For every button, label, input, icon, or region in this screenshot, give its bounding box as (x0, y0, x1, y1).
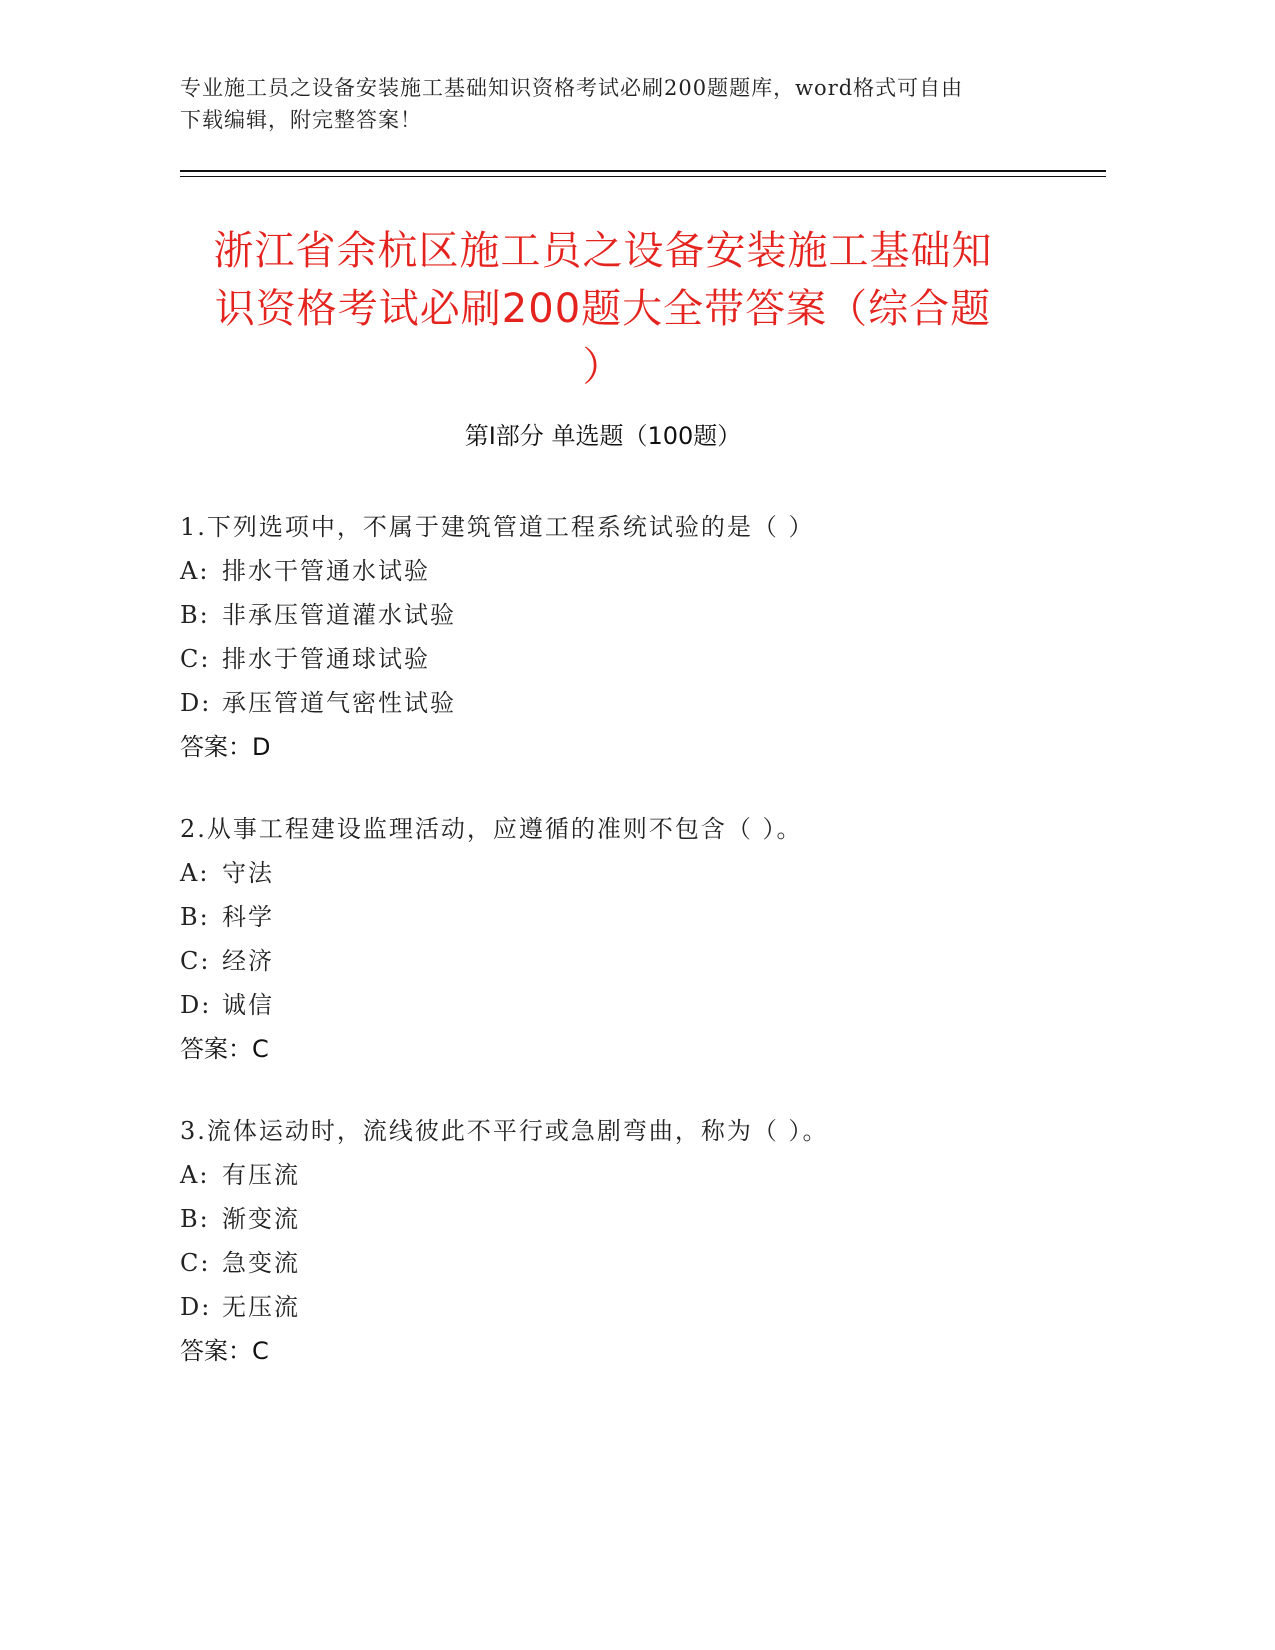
question-list (180, 505, 1080, 1411)
option-a (180, 549, 1080, 593)
option-text: 排水干管通水试验 (222, 557, 430, 585)
header-divider-thick (180, 170, 1106, 172)
option-b (180, 1197, 1080, 1241)
answer: 答案：C (180, 1035, 269, 1063)
option-key: D: (180, 1293, 212, 1321)
option-text: 科学 (222, 903, 274, 931)
question-stem: 2.从事工程建设监理活动，应遵循的准则不包含（ ）。 (180, 815, 803, 843)
answer: 答案：D (180, 733, 271, 761)
option-text: 有压流 (222, 1161, 300, 1189)
option-c (180, 1241, 1080, 1285)
document-title-line-2: 识资格考试必刷200题大全带答案（综合题 (214, 286, 992, 332)
option-key: B: (180, 1205, 210, 1233)
option-c (180, 637, 1080, 681)
option-key: A: (180, 859, 210, 887)
header-note-line-1: 专业施工员之设备安装施工基础知识资格考试必刷200题题库，word格式可自由 (180, 76, 964, 100)
option-text: 渐变流 (222, 1205, 300, 1233)
option-key: B: (180, 903, 210, 931)
option-d (180, 681, 1080, 725)
header-note-line-2: 下载编辑，附完整答案！ (180, 108, 422, 132)
option-d (180, 983, 1080, 1027)
header-note (180, 72, 1050, 136)
question-3 (180, 1109, 1080, 1373)
option-d (180, 1285, 1080, 1329)
option-text: 非承压管道灌水试验 (222, 601, 456, 629)
option-key: C: (180, 645, 211, 673)
option-a (180, 851, 1080, 895)
option-key: A: (180, 557, 210, 585)
option-text: 急变流 (222, 1249, 300, 1277)
option-c (180, 939, 1080, 983)
option-a (180, 1153, 1080, 1197)
document-title-line-3: ） (582, 344, 624, 390)
option-text: 承压管道气密性试验 (222, 689, 456, 717)
header-divider-thin (180, 176, 1106, 177)
option-text: 排水于管通球试验 (222, 645, 430, 673)
option-key: C: (180, 947, 211, 975)
option-key: B: (180, 601, 210, 629)
option-text: 守法 (222, 859, 274, 887)
question-stem: 1.下列选项中，不属于建筑管道工程系统试验的是（ ） (180, 513, 815, 541)
question-1 (180, 505, 1080, 769)
option-key: A: (180, 1161, 210, 1189)
section-title: 第Ⅰ部分 单选题（100题） (464, 422, 742, 450)
document-title-line-1: 浙江省余杭区施工员之设备安装施工基础知 (213, 228, 993, 274)
document-title (180, 222, 1026, 396)
option-text: 诚信 (222, 991, 274, 1019)
option-text: 无压流 (222, 1293, 300, 1321)
option-key: D: (180, 689, 212, 717)
option-key: D: (180, 991, 212, 1019)
option-b (180, 895, 1080, 939)
option-text: 经济 (222, 947, 274, 975)
question-2 (180, 807, 1080, 1071)
question-stem: 3.流体运动时，流线彼此不平行或急剧弯曲，称为（ ）。 (180, 1117, 829, 1145)
answer: 答案：C (180, 1337, 269, 1365)
option-key: C: (180, 1249, 211, 1277)
option-b (180, 593, 1080, 637)
